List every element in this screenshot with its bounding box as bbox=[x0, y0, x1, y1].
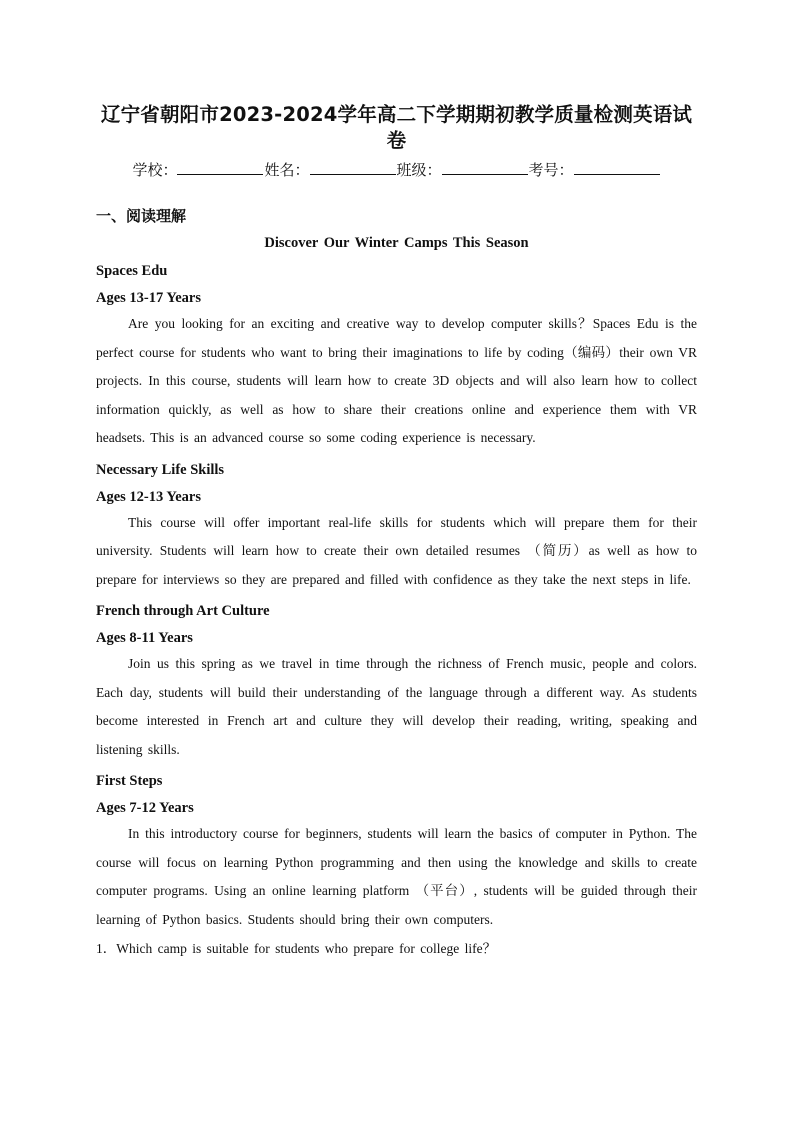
student-info-line bbox=[96, 158, 697, 182]
camp-block bbox=[96, 770, 697, 934]
camp-description: In this introductory course for beginners, students will learn the basics of computer in Python. The course will focus on learning Python programming and then using the knowledge and skills to create computer programs. Using an online learning platform （平台）, students will be guided through their learning of Python basics. Students should bring their own computers. bbox=[96, 826, 697, 927]
camp-ages: Ages 8-11 Years bbox=[96, 630, 193, 646]
school-blank[interactable] bbox=[177, 160, 263, 175]
camp-block bbox=[96, 260, 697, 453]
section-heading: 一、阅读理解 bbox=[96, 207, 187, 225]
name-label: 姓名： bbox=[264, 161, 310, 179]
exam-title: 辽宁省朝阳市2023-2024学年高二下学期期初教学质量检测英语试卷 bbox=[100, 103, 693, 152]
passage-title: Discover Our Winter Camps This Season bbox=[264, 235, 529, 251]
camp-ages: Ages 13-17 Years bbox=[96, 290, 201, 306]
class-label: 班级： bbox=[396, 161, 442, 179]
class-blank[interactable] bbox=[442, 160, 528, 175]
school-label: 学校： bbox=[132, 161, 178, 179]
camp-name: Spaces Edu bbox=[96, 263, 168, 279]
exam-number-blank[interactable] bbox=[574, 160, 660, 175]
camp-name: First Steps bbox=[96, 773, 163, 789]
exam-number-label: 考号： bbox=[528, 161, 574, 179]
camp-description: Join us this spring as we travel in time through the richness of French music, people and colors. Each day, students will build their understanding of the language through a different way. As students become interested in French art and culture they will develop their reading, writing, speaking and listening skills. bbox=[96, 656, 697, 757]
camp-block bbox=[96, 459, 697, 595]
camp-block bbox=[96, 600, 697, 764]
question-1: 1．Which camp is suitable for students who prepare for college life？ bbox=[96, 941, 497, 956]
camp-name: French through Art Culture bbox=[96, 603, 270, 619]
camp-ages: Ages 7-12 Years bbox=[96, 800, 194, 816]
camp-description: This course will offer important real-life skills for students which will prepare them for their university. Students will learn how to create their own detailed resumes （简历）as well as how to prepare for interviews so they are prepared and filled with confidence as they take the next steps in life. bbox=[96, 514, 697, 587]
camp-description: Are you looking for an exciting and creative way to develop computer skills？Spaces Edu is the perfect course for students who want to bring their imaginations to life by coding（编码）their own VR projects. In this course, students will learn how to create 3D objects and will also learn how to collect information quickly, as well as how to share their creations online and experience them with VR headsets. This is an advanced course so some coding experience is necessary. bbox=[96, 316, 697, 445]
camp-ages: Ages 12-13 Years bbox=[96, 488, 201, 505]
name-blank[interactable] bbox=[310, 160, 396, 175]
camp-name: Necessary Life Skills bbox=[96, 461, 225, 478]
exam-page bbox=[96, 96, 697, 960]
